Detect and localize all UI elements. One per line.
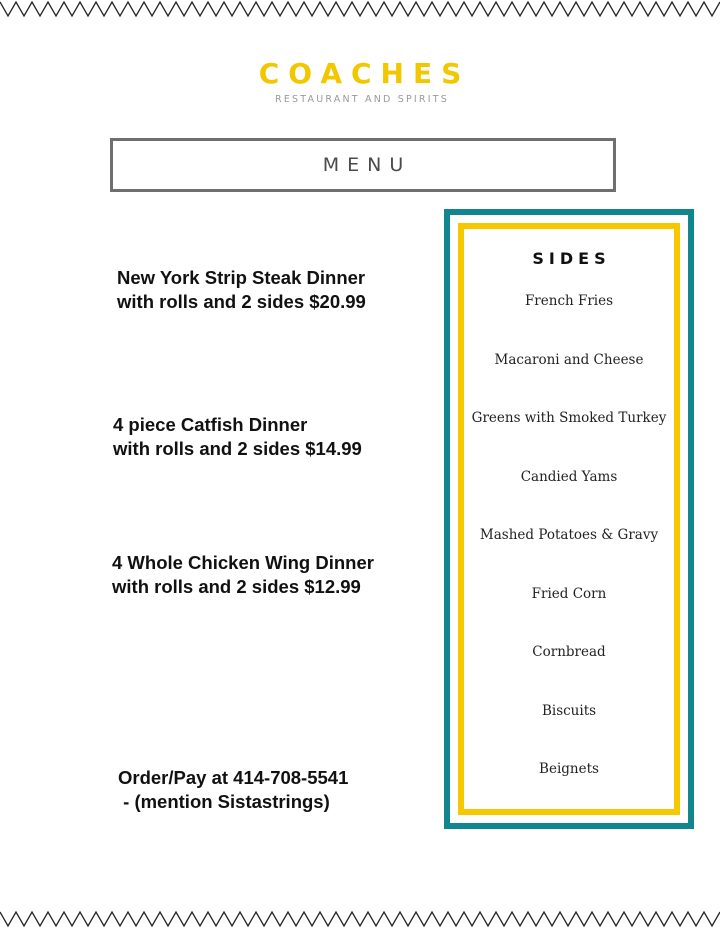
dish-name: 4 piece Catfish Dinner (113, 414, 308, 435)
brand-name: COACHES (258, 57, 471, 90)
side-item-biscuits: Biscuits (541, 703, 597, 719)
side-item-candied-yams: Candied Yams (520, 469, 618, 485)
side-item-french-fries: French Fries (524, 293, 614, 309)
side-item-greens: Greens with Smoked Turkey (471, 410, 667, 426)
brand-header (0, 57, 720, 105)
dish-catfish (113, 413, 362, 461)
dish-name: 4 Whole Chicken Wing Dinner (112, 552, 374, 573)
brand-tagline: RESTAURANT AND SPIRITS (275, 94, 449, 105)
zigzag-border-top (0, 0, 720, 20)
order-phone: Order/Pay at 414-708-5541 (118, 767, 349, 788)
menu-title: MENU (322, 154, 412, 176)
dish-steak (117, 266, 366, 314)
sides-title: SIDES (532, 249, 611, 268)
dish-details: with rolls and 2 sides $14.99 (113, 438, 362, 459)
zigzag-border-bottom (0, 908, 720, 928)
dish-chicken-wings (112, 551, 374, 599)
menu-title-box (110, 138, 616, 192)
sides-inner-frame (458, 223, 680, 815)
dish-details: with rolls and 2 sides $20.99 (117, 291, 366, 312)
order-info (118, 766, 348, 814)
side-item-cornbread: Cornbread (532, 644, 606, 660)
side-item-mashed-potatoes: Mashed Potatoes & Gravy (479, 527, 659, 543)
dish-details: with rolls and 2 sides $12.99 (112, 576, 361, 597)
order-mention: - (mention Sistastrings) (118, 791, 330, 812)
side-item-mac-and-cheese: Macaroni and Cheese (494, 352, 644, 368)
sides-panel (444, 209, 694, 829)
dish-name: New York Strip Steak Dinner (117, 267, 366, 288)
side-item-fried-corn: Fried Corn (531, 586, 607, 602)
side-item-beignets: Beignets (539, 761, 599, 777)
